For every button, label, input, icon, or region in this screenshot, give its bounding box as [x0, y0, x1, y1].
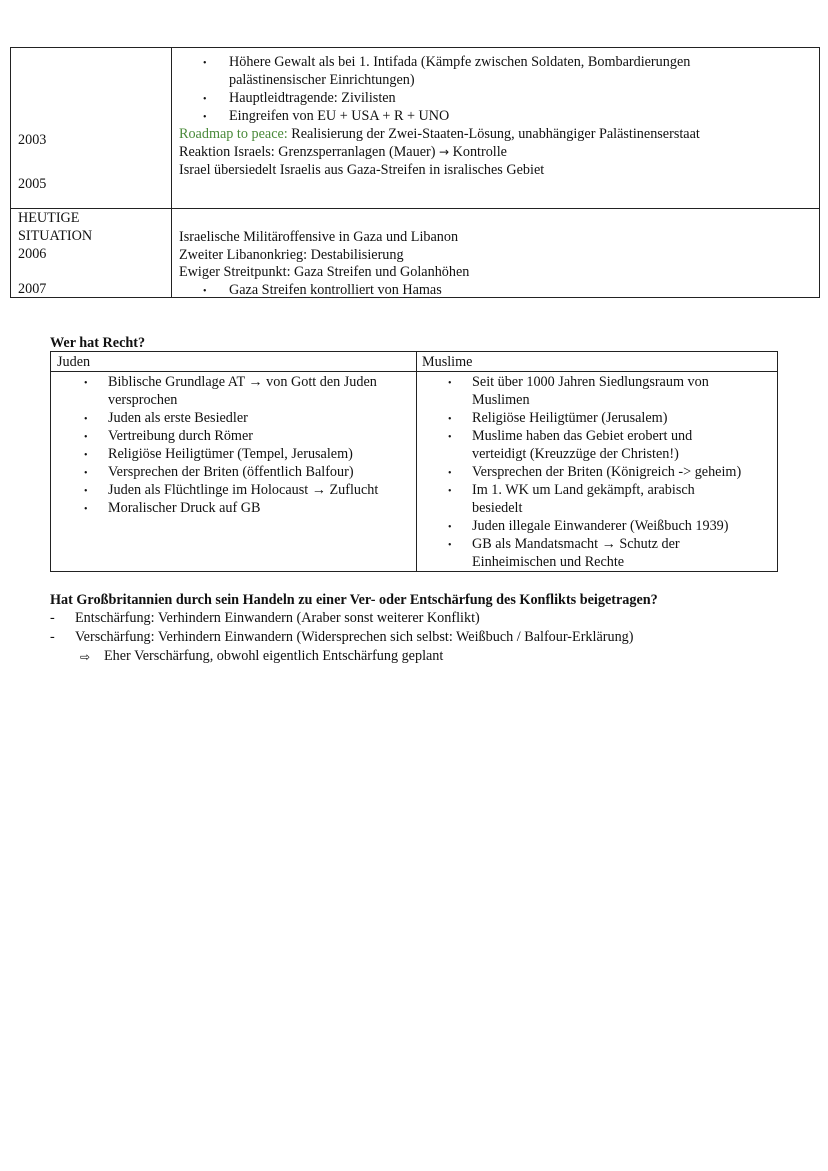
- reaktion-end: Kontrolle: [449, 144, 507, 160]
- verschaerfung-line: Verschärfung: Verhindern Einwandern (Widersprechen sich selbst: Weißbuch / Balfour-Erklärung): [75, 629, 634, 645]
- row-divider: [11, 208, 819, 209]
- conclusion-line: Eher Verschärfung, obwohl eigentlich Entschärfung geplant: [104, 648, 444, 664]
- bullet: •: [84, 468, 88, 479]
- bullet: •: [448, 522, 452, 533]
- bullet-text: Höhere Gewalt als bei 1. Intifada (Kämpfe zwischen Soldaten, Bombardierungen: [229, 54, 691, 70]
- year-2003: 2003: [18, 132, 47, 148]
- list-item-cont: Einheimischen und Rechte: [472, 554, 625, 570]
- arrow-right-icon: →: [439, 145, 450, 159]
- hamas-line: Gaza Streifen kontrolliert von Hamas: [229, 282, 442, 298]
- conclusion-arrow-icon: ⇨: [80, 650, 91, 664]
- column-divider: [416, 352, 417, 571]
- list-item: Versprechen der Briten (Königreich -> geheim): [472, 464, 742, 480]
- streitpunkt-line: Ewiger Streitpunkt: Gaza Streifen und Golanhöhen: [179, 264, 470, 280]
- bullet: •: [448, 468, 452, 479]
- list-item-cont: Muslimen: [472, 392, 530, 408]
- reaktion-text: Reaktion Israels: Grenzsperranlagen (Mauer): [179, 144, 439, 160]
- bullet: •: [84, 450, 88, 461]
- bullet: •: [448, 540, 452, 551]
- comparison-table: [50, 351, 778, 572]
- reaktion-line: [179, 143, 507, 161]
- bullet: •: [448, 432, 452, 443]
- bullet: •: [448, 378, 452, 389]
- year-2005: 2005: [18, 176, 47, 192]
- list-item: Biblische Grundlage AT → von Gott den Juden: [108, 374, 377, 390]
- list-item-cont: verteidigt (Kreuzzüge der Christen!): [472, 446, 679, 462]
- list-item: Juden als erste Besiedler: [108, 410, 248, 426]
- list-item: Vertreibung durch Römer: [108, 428, 253, 444]
- section-heading: Wer hat Recht?: [50, 335, 146, 351]
- list-item: Im 1. WK um Land gekämpft, arabisch: [472, 482, 695, 498]
- bullet: •: [203, 94, 207, 105]
- column-divider: [171, 48, 172, 297]
- column-header-muslime: Muslime: [422, 354, 473, 370]
- bullet: •: [203, 286, 207, 297]
- situation-label: SITUATION: [18, 228, 93, 244]
- dash-marker: -: [50, 610, 55, 626]
- bullet: •: [203, 112, 207, 123]
- list-item: Juden als Flüchtlinge im Holocaust → Zuflucht: [108, 482, 379, 498]
- list-item-cont: besiedelt: [472, 500, 523, 516]
- list-item: Versprechen der Briten (öffentlich Balfour): [108, 464, 354, 480]
- roadmap-text: Realisierung der Zwei-Staaten-Lösung, unabhängiger Palästinenserstaat: [287, 126, 700, 142]
- roadmap-line: [179, 125, 700, 143]
- bullet: •: [203, 58, 207, 69]
- list-item: Juden illegale Einwanderer (Weißbuch 1939): [472, 518, 729, 534]
- bullet: •: [84, 414, 88, 425]
- list-item: Moralischer Druck auf GB: [108, 500, 261, 516]
- timeline-table: [10, 47, 820, 298]
- dash-marker: -: [50, 629, 55, 645]
- list-item: Religiöse Heiligtümer (Tempel, Jerusalem): [108, 446, 353, 462]
- entschaerfung-line: Entschärfung: Verhindern Einwandern (Araber sonst weiterer Konflikt): [75, 610, 480, 626]
- list-item: Seit über 1000 Jahren Siedlungsraum von: [472, 374, 709, 390]
- list-item: GB als Mandatsmacht → Schutz der: [472, 536, 680, 552]
- bullet: •: [84, 504, 88, 515]
- bullet: •: [448, 414, 452, 425]
- bullet-text-cont: palästinensischer Einrichtungen): [229, 72, 415, 88]
- bullet: •: [448, 486, 452, 497]
- bullet-text: Eingreifen von EU + USA + R + UNO: [229, 108, 450, 124]
- header-divider: [51, 371, 777, 372]
- year-2006: 2006: [18, 246, 47, 262]
- roadmap-highlight: Roadmap to peace:: [179, 126, 288, 142]
- offensive-line: Israelische Militäroffensive in Gaza und Libanon: [179, 229, 459, 245]
- list-item: Religiöse Heiligtümer (Jerusalem): [472, 410, 668, 426]
- text-2005: Israel übersiedelt Israelis aus Gaza-Streifen in isralisches Gebiet: [179, 162, 545, 178]
- heutige-label: HEUTIGE: [18, 210, 80, 226]
- list-item: Muslime haben das Gebiet erobert und: [472, 428, 693, 444]
- column-header-juden: Juden: [57, 354, 91, 370]
- bullet: •: [84, 432, 88, 443]
- bullet-text: Hauptleidtragende: Zivilisten: [229, 90, 396, 106]
- year-2007: 2007: [18, 281, 47, 297]
- list-item-cont: versprochen: [108, 392, 178, 408]
- libanon-line: Zweiter Libanonkrieg: Destabilisierung: [179, 247, 404, 263]
- gb-question: Hat Großbritannien durch sein Handeln zu einer Ver- oder Entschärfung des Konflikts beigetragen?: [50, 592, 658, 608]
- bullet: •: [84, 378, 88, 389]
- bullet: •: [84, 486, 88, 497]
